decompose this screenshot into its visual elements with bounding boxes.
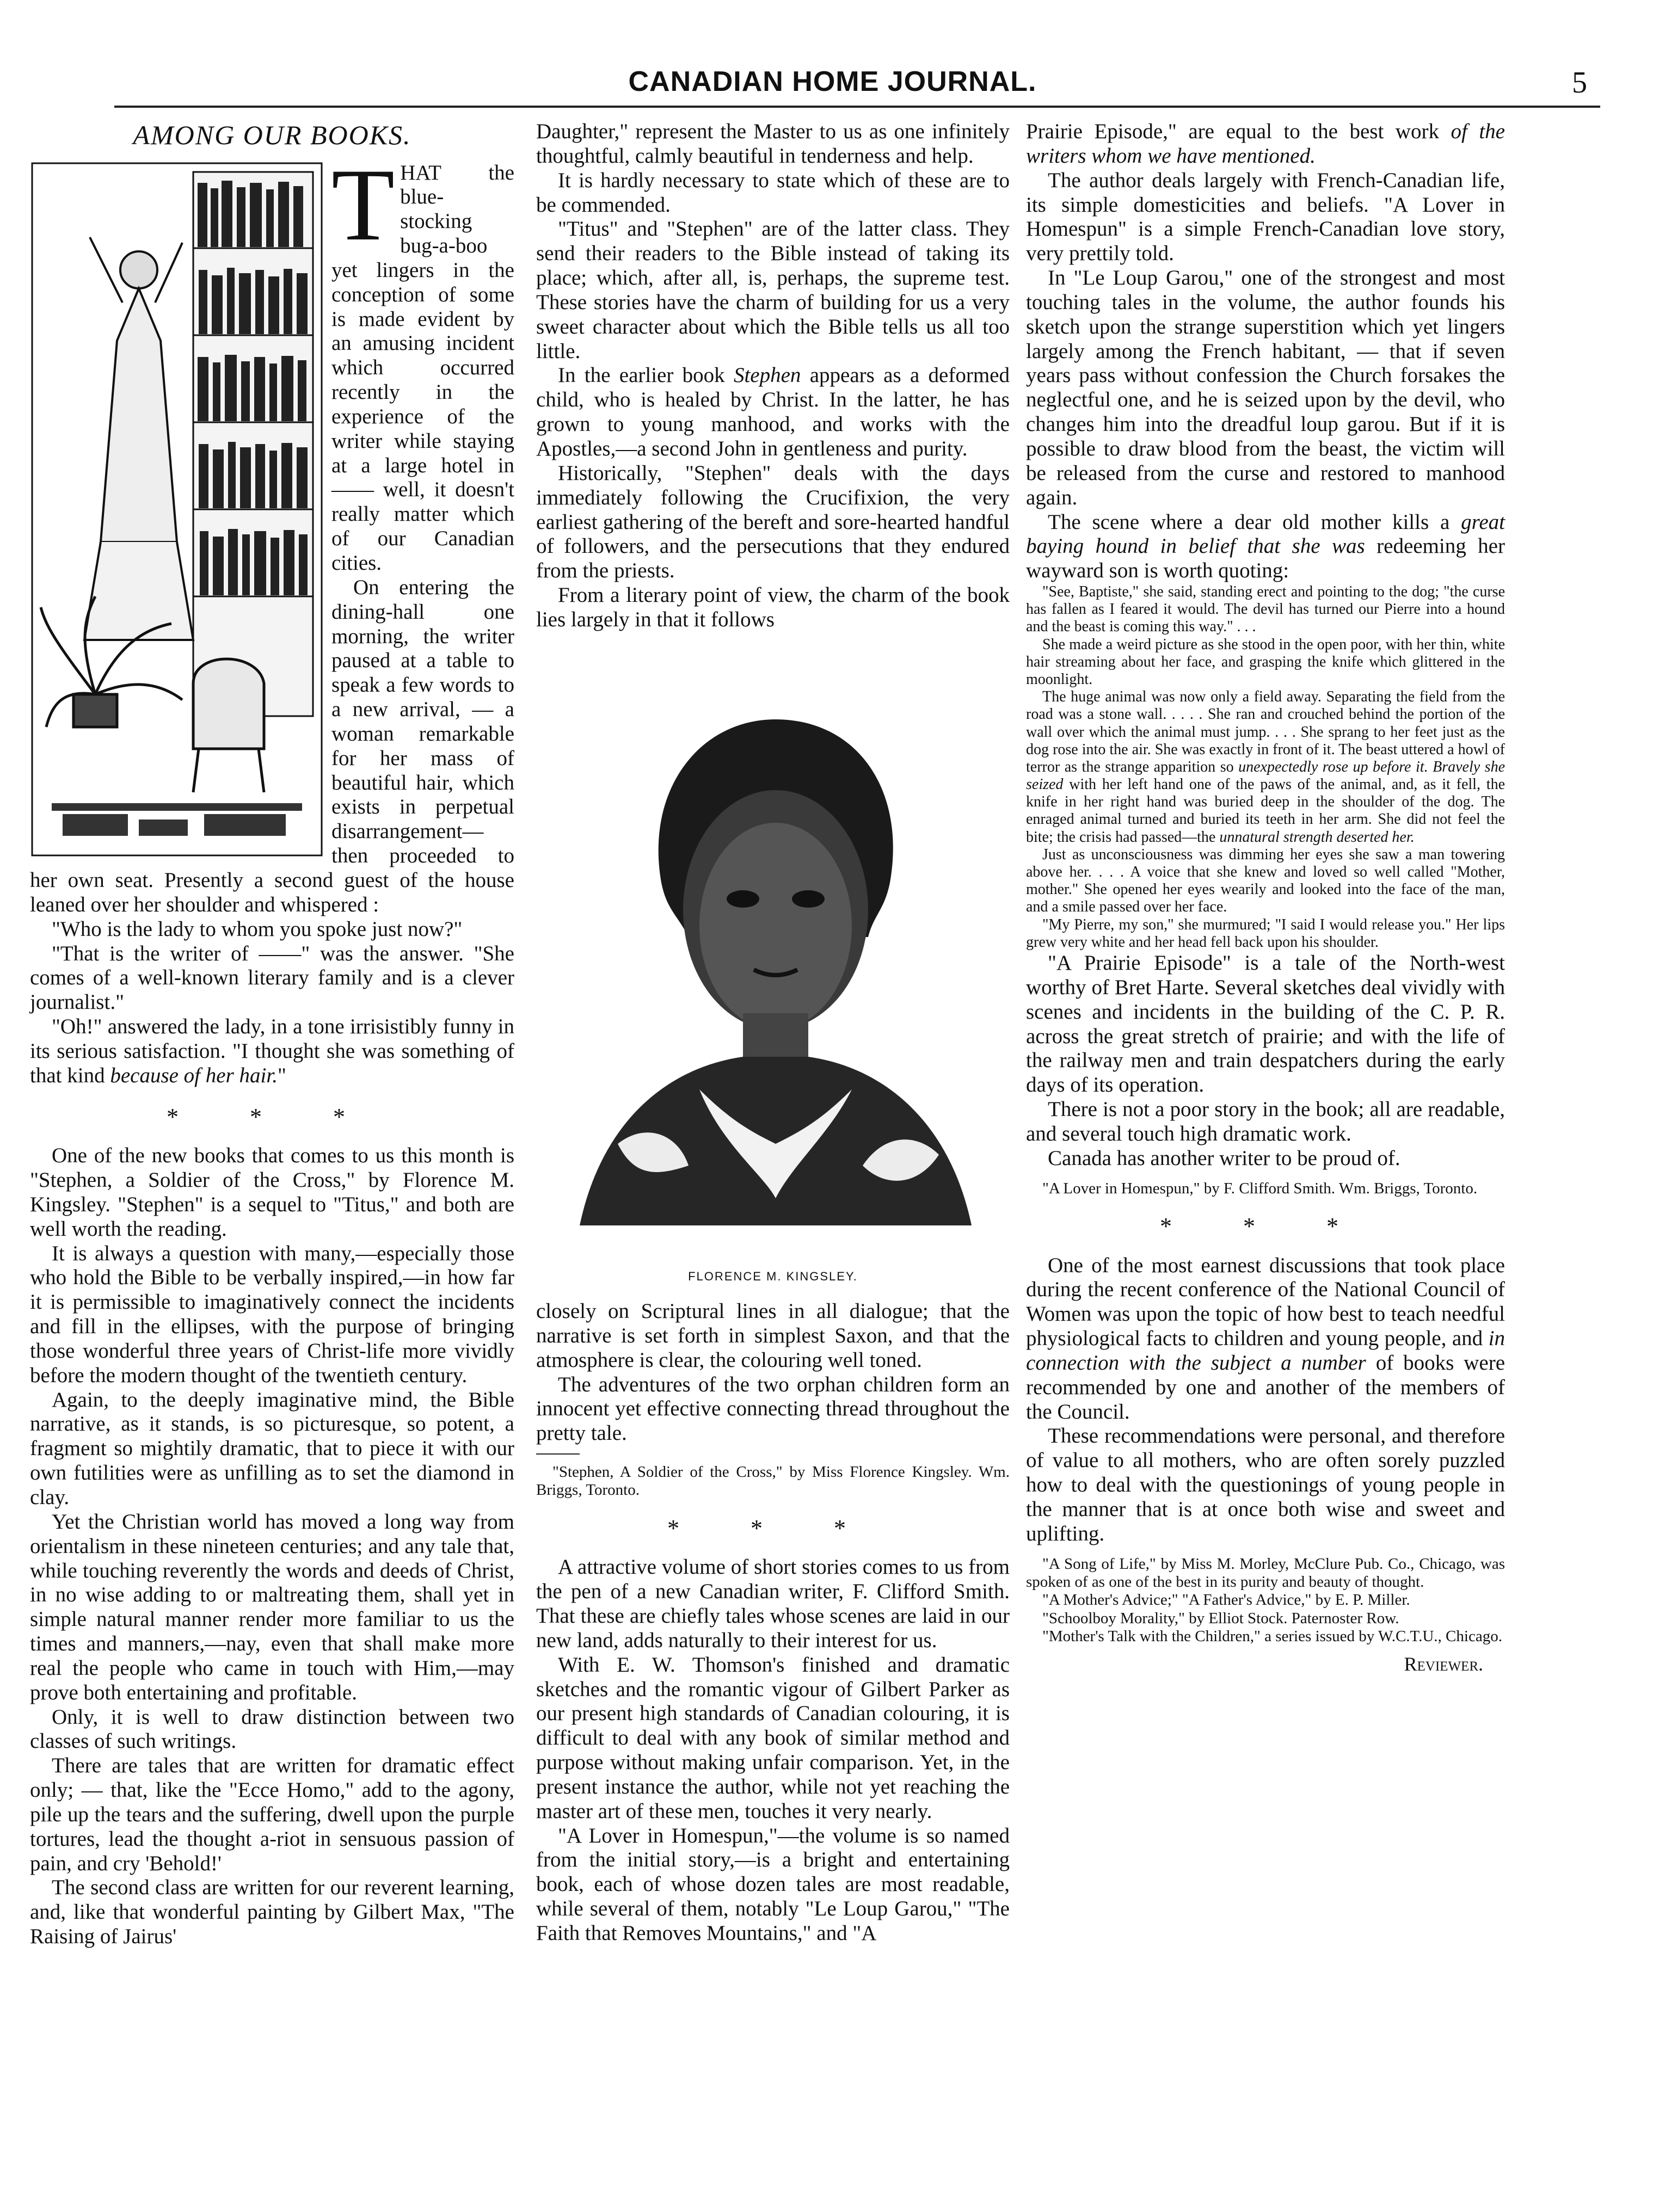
paragraph: A attractive volume of short stories comes to us from the pen of a new Canadian writer, F. Clifford Smith. That these are chiefly tales whose scenes are laid in our new land, adds naturally to their interest for us. bbox=[536, 1555, 1010, 1652]
paragraph: These recommendations were personal, and therefore of value to all mothers, who are often sorely puzzled how to deal with the questionings of young people in the manner that is at once both wise and sweet and uplifting. bbox=[1026, 1424, 1505, 1545]
footnote-item: "A Song of Life," by Miss M. Morley, McClure Pub. Co., Chicago, was spoken of as one of the best in its purity and beauty of thought. bbox=[1026, 1555, 1505, 1591]
paragraph: The second class are written for our reverent learning, and, like that wonderful painting by Gilbert Max, "The Raising of Jairus' bbox=[30, 1876, 514, 1949]
bookshelf-icon bbox=[193, 172, 313, 716]
header-rule bbox=[114, 106, 1600, 108]
woman-figure-icon bbox=[84, 237, 193, 640]
chair-icon bbox=[193, 659, 264, 792]
column-2 bbox=[536, 120, 1010, 1946]
paragraph: In the earlier book Stephen appears as a deformed child, who is healed by Christ. In the latter, he has grown to young manhood, and works with the Apostles,—a second John in gentleness and purity. bbox=[536, 363, 1010, 460]
paragraph: It is always a question with many,—especially those who hold the Bible to be verbally inspired,—in how far it is permissible to imaginatively connect the incidents and fill in the ellipses, with the purpose of bringing those wonderful three years of Christ-life more vividly before the modern thought of the twentieth century. bbox=[30, 1241, 514, 1387]
paragraph: Again, to the deeply imaginative mind, the Bible narrative, as it stands, is so picturesque, so potent, a fragment so mightily dramatic, that to piece it with our own futilities were as unfilling as to set the diamond in clay. bbox=[30, 1388, 514, 1509]
paragraph: "A Lover in Homespun,"—the volume is so named from the initial story,—is a bright and entertaining book, each of whose dozen tales are most readable, while several of them, notably "Le Loup Garou," "The Faith that Removes Mountains," and "A bbox=[536, 1823, 1010, 1945]
paragraph: In "Le Loup Garou," one of the strongest and most touching tales in the volume, the author founds his sketch upon the strange superstition which yet lingers largely among the French habitant, — that if seven years pass without confession the Church forsakes the neglectful one, and he is seized upon by the devil, who changes him into the dreadful loup garou. But if it is possible to draw blood from the beast, the victim will be released from the curse and restored to manhood again. bbox=[1026, 266, 1505, 509]
paragraph: One of the new books that comes to us this month is "Stephen, a Soldier of the Cross," by Florence M. Kingsley. "Stephen" is a sequel to "Titus," and both are well worth the reading. bbox=[30, 1144, 514, 1241]
excerpt-paragraph: "See, Baptiste," she said, standing erect and pointing to the dog; "the curse has fallen as I feared it would. The devil has turned our Pierre into a hound and the beast is coming this way." . . . bbox=[1026, 583, 1505, 636]
paragraph: The adventures of the two orphan children form an innocent yet effective connecting thread throughout the pretty tale. bbox=[536, 1372, 1010, 1445]
paragraph: Historically, "Stephen" deals with the days immediately following the Crucifixion, the very earliest gathering of the bereft and sore-hearted handful of followers, and the persecutions that they endured from the priests. bbox=[536, 461, 1010, 583]
paragraph: Canada has another writer to be proud of. bbox=[1048, 1146, 1400, 1170]
paragraph: The scene where a dear old mother kills a great baying hound in belief that she was redeeming her wayward son is worth quoting: bbox=[1026, 510, 1505, 583]
paragraph: "Who is the lady to whom you spoke just now?" bbox=[52, 917, 463, 941]
section-heading: AMONG OUR BOOKS. bbox=[133, 120, 411, 150]
section-divider: * * * bbox=[667, 1514, 878, 1542]
footnote: "A Lover in Homespun," by F. Clifford Smith. Wm. Briggs, Toronto. bbox=[1042, 1179, 1478, 1197]
paragraph: Only, it is well to draw distinction between two classes of such writings. bbox=[30, 1705, 514, 1753]
portrait-caption: FLORENCE M. KINGSLEY. bbox=[688, 1269, 858, 1283]
paragraph: "Titus" and "Stephen" are of the latter class. They send their readers to the Bible instead of taking its place; which, after all, is, perhaps, the supreme test. These stories have the charm of building for us a very sweet character about which the Bible tells us all too little. bbox=[536, 217, 1010, 363]
paragraph: Prairie Episode," are equal to the best work of the writers whom we have mentioned. bbox=[1026, 120, 1505, 168]
footnote-rule bbox=[536, 1453, 580, 1455]
footnote-item: "Schoolboy Morality," by Elliot Stock. Paternoster Row. bbox=[1042, 1609, 1399, 1627]
footnote: "Stephen, A Soldier of the Cross," by Miss Florence Kingsley. Wm. Briggs, Toronto. bbox=[536, 1463, 1010, 1499]
paragraph: The author deals largely with French-Canadian life, its simple domesticities and beliefs. "A Lover in Homespun" is a simple French-Canadian love story, very prettily told. bbox=[1026, 168, 1505, 266]
column-3 bbox=[1026, 120, 1505, 1676]
column-1 bbox=[30, 120, 514, 1949]
excerpt-paragraph: She made a weird picture as she stood in the open poor, with her thin, white hair streaming about her face, and grasping the knife which glittered in the moonlight. bbox=[1026, 636, 1505, 688]
quoted-excerpt bbox=[1026, 583, 1505, 951]
book-list-footnotes bbox=[1026, 1555, 1505, 1646]
footnote-item: "A Mother's Advice;" "A Father's Advice," by E. P. Miller. bbox=[1042, 1591, 1410, 1609]
paragraph: "A Prairie Episode" is a tale of the North-west worthy of Bret Harte. Several sketches deal vividly with scenes and incidents in the building of the C. P. R. across the great stretch of prairie; and with the life of the railway men and train despatchers during the early days of its operation. bbox=[1026, 951, 1505, 1097]
section-divider: * * * bbox=[1160, 1212, 1371, 1240]
reviewer-signature: Reviewer. bbox=[1404, 1653, 1483, 1675]
paragraph: "That is the writer of ——" was the answer. "She comes of a well-known literary family and is a clever journalist." bbox=[30, 941, 514, 1014]
excerpt-paragraph: Just as unconsciousness was dimming her eyes she saw a man towering above her. . . . A voice that she knew and loved so well called "Mother, mother." She opened her eyes wearily and looked into the face of the man, and a smile passed over her face. bbox=[1026, 846, 1505, 916]
paragraph: From a literary point of view, the charm of the book lies largely in that it follows bbox=[536, 583, 1010, 631]
paragraph: There is not a poor story in the book; all are readable, and several touch high dramatic work. bbox=[1026, 1098, 1505, 1145]
paragraph: One of the most earnest discussions that took place during the recent conference of the National Council of Women was upon the topic of how best to teach needful physiological facts to children and young people, and in connection with the subject a number of books were recommended by one and another of the members of the Council. bbox=[1026, 1253, 1505, 1424]
paragraph: closely on Scriptural lines in all dialogue; that the narrative is set forth in simplest Saxon, and that the atmosphere is clear, the colouring well toned. bbox=[536, 1299, 1010, 1372]
library-illustration bbox=[30, 161, 324, 858]
paragraph: With E. W. Thomson's finished and dramatic sketches and the romantic vigour of Gilbert Parker as our present high standards of Canadian colouring, it is difficult to deal with any book of similar method and purpose without making unfair comparison. Yet, in the present instance the author, while not yet reaching the master art of these men, touches it very nearly. bbox=[536, 1653, 1010, 1823]
section-divider: * * * bbox=[167, 1103, 378, 1130]
journal-title: CANADIAN HOME JOURNAL. bbox=[628, 66, 1037, 97]
paragraph: Daughter," represent the Master to us as one infinitely thoughtful, calmly beautiful in tenderness and help. bbox=[536, 120, 1010, 168]
footnote-item: "Mother's Talk with the Children," a series issued by W.C.T.U., Chicago. bbox=[1042, 1628, 1502, 1645]
paragraph: There are tales that are written for dramatic effect only; — that, like the "Ecce Homo," add to the agony, pile up the tears and the suffering, dwell upon the purple tortures, lead the thought a-riot in sensuous passion of pain, and cry 'Behold!' bbox=[30, 1754, 514, 1875]
drop-cap: T bbox=[331, 147, 395, 262]
paragraph: On entering the dining-hall one morning, the writer paused at a table to speak a few words to a new arrival, — a woman remarkable for her mass of beautiful hair, which exists in perpetual disarrangement—then proceeded to her own seat. Presently a second guest of the house leaned over her shoulder and whispered : bbox=[30, 575, 514, 916]
paragraph: THAT the blue-stocking bug-a-boo yet lingers in the conception of some is made evident by an amusing incident which occurred recently in the experience of the writer while staying at a large hotel in —— well, it doesn't really matter which of our Canadian cities. bbox=[331, 147, 514, 575]
page-number: 5 bbox=[1572, 66, 1587, 100]
excerpt-paragraph: "My Pierre, my son," she murmured; "I said I would release you." Her lips grew very white and her head fell back upon his shoulder. bbox=[1026, 916, 1505, 951]
author-portrait bbox=[536, 654, 1010, 1266]
floor-books-icon bbox=[52, 803, 302, 836]
paragraph: Yet the Christian world has moved a long way from orientalism in these nineteen centuries; and any tale that, while touching reverently the words and deeds of Christ, in no wise adding to or maltreating them, shall yet in simple natural manner render more familiar to us the times and manners,—nay, even that shall make more real the people who came in touch with Him,—may prove both entertaining and profitable. bbox=[30, 1509, 514, 1704]
paragraph: "Oh!" answered the lady, in a tone irrisistibly funny in its serious satisfaction. "I thought she was something of that kind because of her hair." bbox=[30, 1015, 514, 1087]
excerpt-paragraph: The huge animal was now only a field away. Separating the field from the road was a stone wall. . . . . She ran and crouched behind the portion of the wall over which the animal must jump. . . . She sprang to her feet just as the dog rose into the air. She was exactly in front of it. The beast uttered a howl of terror as the strange apparition so unexpectedly rose up before it. Bravely she seized with her left hand one of the paws of the animal, and, as it fell, the knife in her right hand was buried deep in the shoulder of the dog. The enraged animal turned and buried its teeth in her arm. She did not feel the bite; the crisis had passed—the unnatural strength deserted her. bbox=[1026, 688, 1506, 846]
paragraph: It is hardly necessary to state which of these are to be commended. bbox=[536, 168, 1010, 217]
